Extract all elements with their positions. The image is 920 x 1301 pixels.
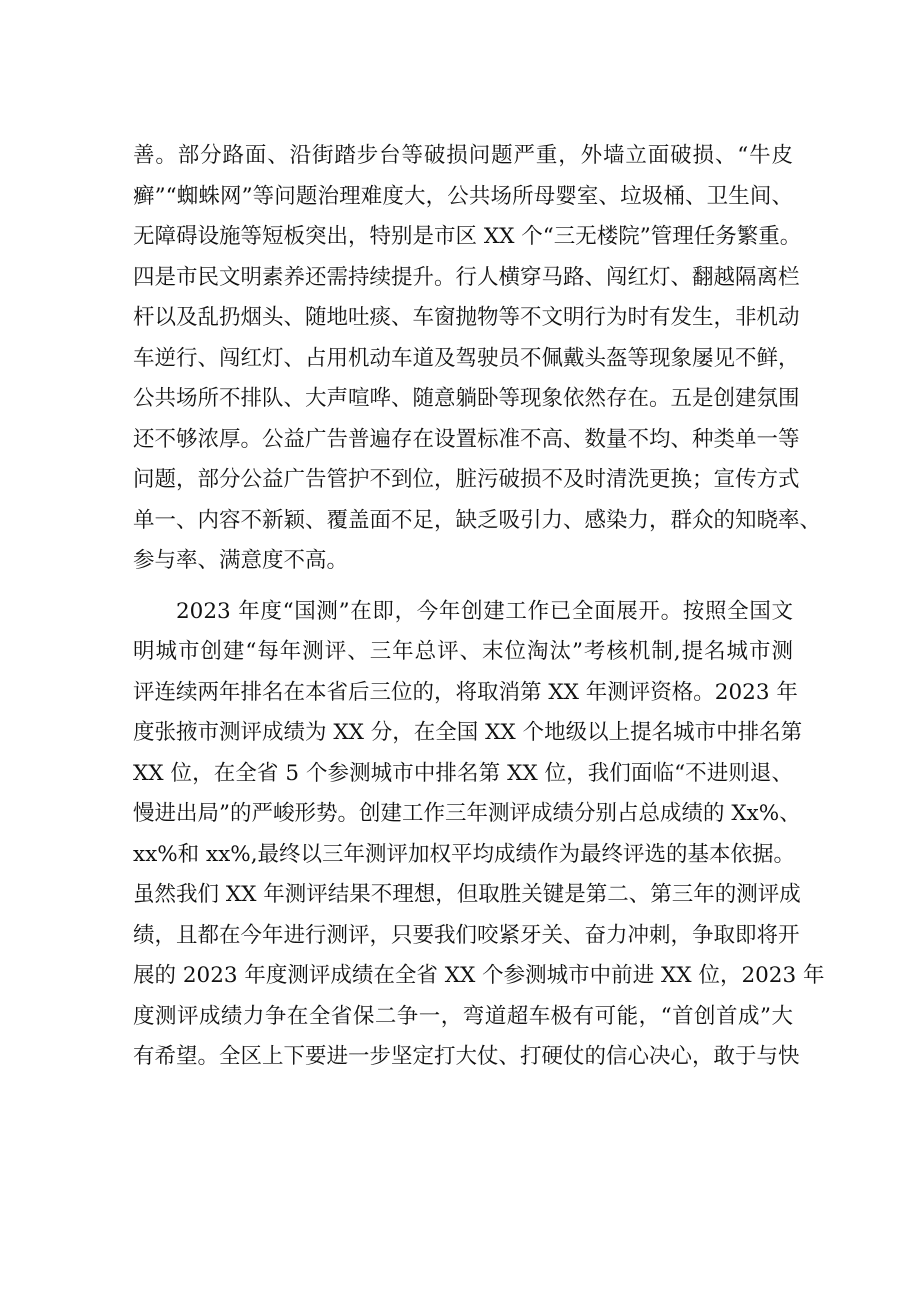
text-line: 评连续两年排名在本省后三位的，将取消第 XX 年测评资格。2023 年 xyxy=(133,679,798,705)
paragraph-spacer xyxy=(133,582,793,592)
text-line: 癣”“蜘蛛网”等问题治理难度大，公共场所母婴室、垃圾桶、卫生间、 xyxy=(133,183,793,209)
text-line: 还不够浓厚。公益广告普遍存在设置标准不高、数量不均、种类单一等 xyxy=(133,426,800,452)
text-line: 车逆行、闯红灯、占用机动车道及驾驶员不佩戴头盔等现象屡见不鲜， xyxy=(133,345,800,371)
document-body xyxy=(133,136,825,1078)
text-line: 绩，且都在今年进行测评，只要我们咬紧牙关、奋力冲刺，争取即将开 xyxy=(133,922,800,948)
text-line: 四是市民文明素养还需持续提升。行人横穿马路、闯红灯、翻越隔离栏 xyxy=(133,264,800,290)
text-line: 无障碍设施等短板突出，特别是市区 XX 个“三无楼院”管理任务繁重。 xyxy=(133,224,802,249)
paragraph-2 xyxy=(133,592,825,1078)
paragraph-1 xyxy=(133,136,822,582)
text-line: 善。部分路面、沿街踏步台等破损问题严重，外墙立面破损、“牛皮 xyxy=(133,143,793,168)
text-line: 慢进出局”的严峻形势。创建工作三年测评成绩分别占总成绩的 Xx%、 xyxy=(133,801,801,826)
text-line: 杆以及乱扔烟头、随地吐痰、车窗抛物等不文明行为时有发生，非机动 xyxy=(133,305,800,330)
text-line: XX 位，在全省 5 个参测城市中排名第 XX 位，我们面临“不进则退、 xyxy=(133,760,793,786)
text-line: 有希望。全区上下要进一步坚定打大仗、打硬仗的信心决心，敢于与快 xyxy=(133,1044,800,1069)
text-line: 展的 2023 年度测评成绩在全省 XX 个参测城市中前进 XX 位，2023 年 xyxy=(133,963,825,988)
text-line: 单一、内容不新颖、覆盖面不足，缺乏吸引力、感染力，群众的知晓率、 xyxy=(133,507,822,533)
text-line: xx%和 xx%,最终以三年测评加权平均成绩作为最终评选的基本依据。 xyxy=(133,841,796,867)
text-line: 明城市创建“每年测评、三年总评、末位淘汰”考核机制,提名城市测 xyxy=(133,639,793,664)
text-line: 度张掖市测评成绩为 XX 分，在全国 XX 个地级以上提名城市中排名第 xyxy=(133,720,803,745)
text-line: 虽然我们 XX 年测评结果不理想，但取胜关键是第二、第三年的测评成 xyxy=(133,882,801,907)
text-line: 问题，部分公益广告管护不到位，脏污破损不及时清洗更换；宣传方式 xyxy=(133,467,800,492)
text-line: 2023 年度“国测”在即，今年创建工作已全面展开。按照全国文 xyxy=(176,598,793,624)
text-line: 参与率、满意度不高。 xyxy=(133,548,349,573)
text-line: 度测评成绩力争在全省保二争一，弯道超车极有可能，“首创首成”大 xyxy=(133,1003,793,1029)
text-line: 公共场所不排队、大声喧哗、随意躺卧等现象依然存在。五是创建氛围 xyxy=(133,386,800,411)
